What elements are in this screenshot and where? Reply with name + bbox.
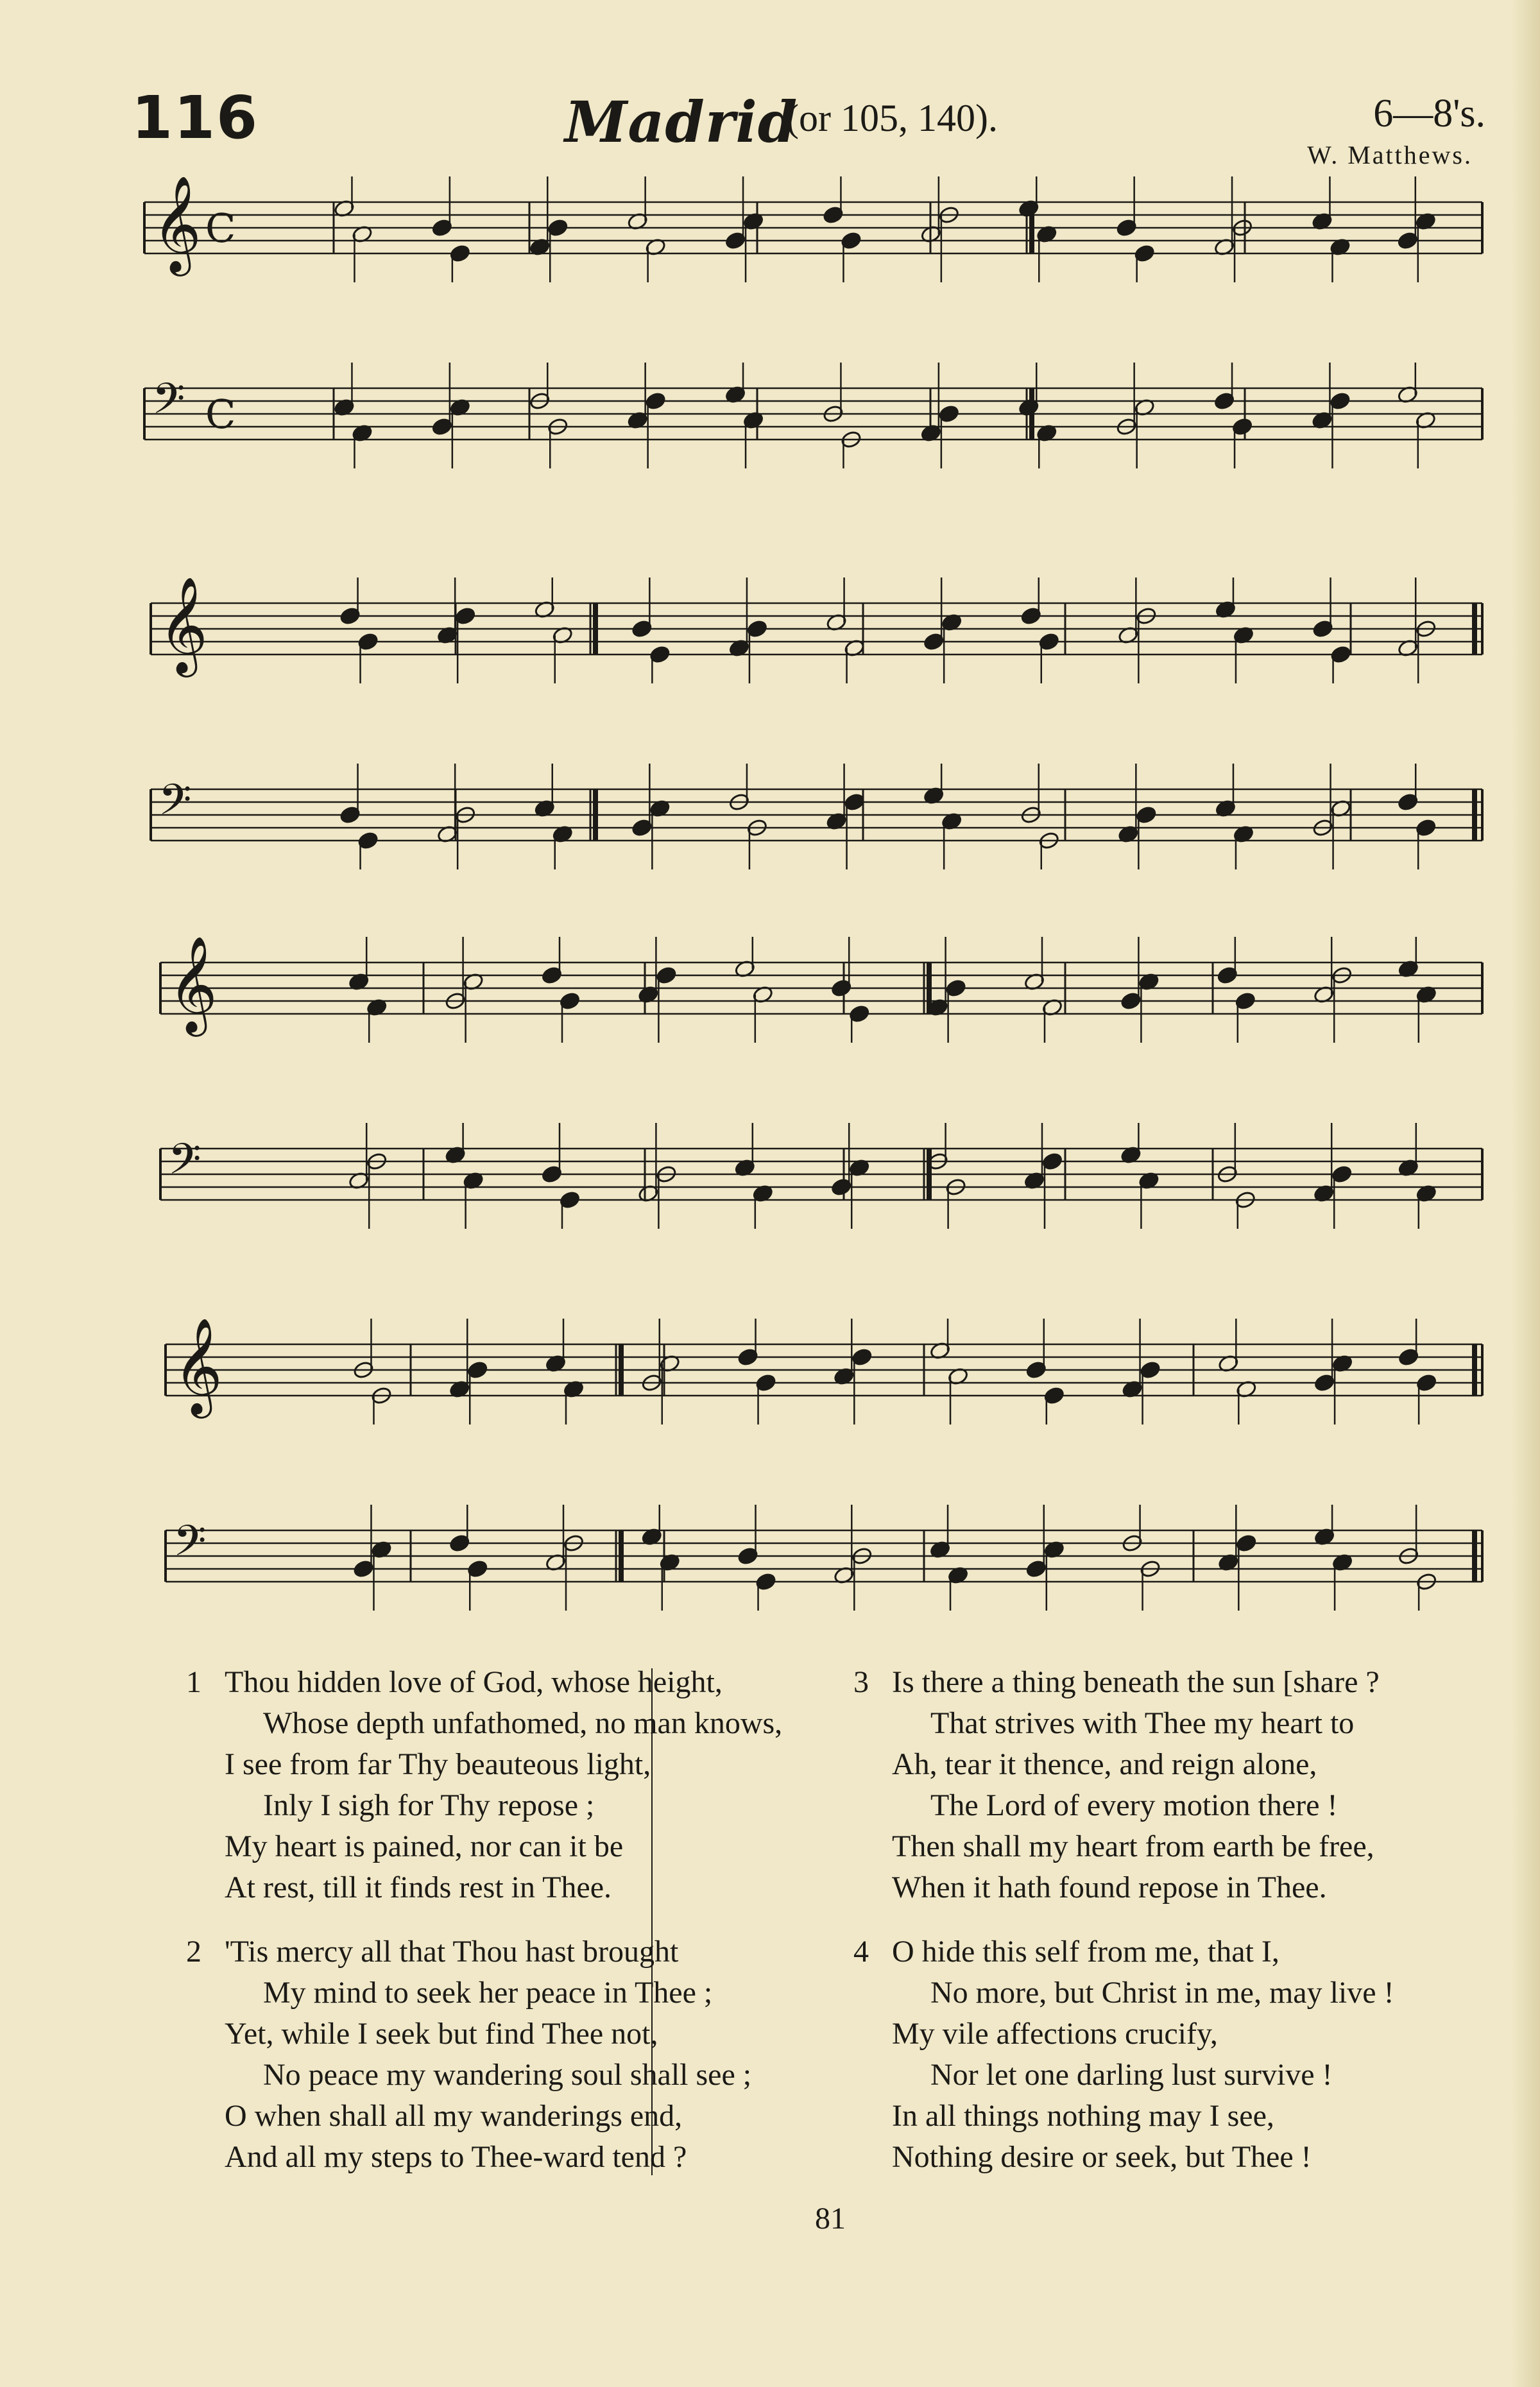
treble-clef-icon: 𝄞 <box>158 576 208 673</box>
verse-line: Then shall my heart from earth be free, <box>892 1829 1374 1863</box>
verse-line: Thou hidden love of God, whose height, <box>225 1665 723 1699</box>
verse-number: 3 <box>853 1665 869 1699</box>
verse-number: 2 <box>186 1935 201 1969</box>
verse-line: In all things nothing may I see, <box>892 2099 1274 2133</box>
verse-3 <box>853 1662 1380 1908</box>
verse-line: My mind to seek her peace in Thee ; <box>263 1976 713 2010</box>
composer: W. Matthews. <box>1307 141 1473 169</box>
verse-line: No peace my wandering soul shall see ; <box>263 2058 752 2092</box>
verses <box>186 1662 1534 2188</box>
verse-number: 1 <box>186 1665 201 1699</box>
verse-line: Is there a thing beneath the sun [share ? <box>892 1665 1380 1699</box>
tune-title: Madrid <box>565 89 798 155</box>
verse-line: That strives with Thee my heart to <box>930 1706 1355 1740</box>
verse-line: I see from far Thy beauteous light, <box>225 1747 651 1781</box>
hymn-number: 116 <box>132 83 259 152</box>
verse-line: Whose depth unfathomed, no man knows, <box>263 1706 783 1740</box>
verse-line: O when shall all my wanderings end, <box>225 2099 683 2133</box>
bass-clef-icon: 𝄢 <box>173 1516 207 1576</box>
verse-line: Yet, while I seek but find Thee not, <box>225 2017 658 2051</box>
verse-line: When it hath found repose in Thee. <box>892 1870 1327 1904</box>
tune-alternates: (or 105, 140). <box>786 97 998 139</box>
meter: 6—8's. <box>1373 92 1485 135</box>
verse-line: Ah, tear it thence, and reign alone, <box>892 1747 1317 1781</box>
bass-clef-icon: 𝄢 <box>168 1134 201 1194</box>
treble-clef-icon: 𝄞 <box>173 1317 223 1414</box>
time-signature: C <box>205 205 236 252</box>
bass-clef-icon: 𝄢 <box>158 775 192 835</box>
page-number: 81 <box>815 2202 846 2236</box>
bass-clef-icon: 𝄢 <box>152 374 185 434</box>
verse-line: 'Tis mercy all that Thou hast brought <box>225 1935 679 1969</box>
treble-clef-icon: 𝄞 <box>168 935 218 1032</box>
verse-line: My vile affections crucify, <box>892 2017 1218 2051</box>
verse-1 <box>186 1662 782 1908</box>
verse-4 <box>853 1931 1394 2178</box>
verse-line: Nor let one darling lust survive ! <box>930 2058 1333 2092</box>
verse-line: Nothing desire or seek, but Thee ! <box>892 2140 1312 2174</box>
verse-line: The Lord of every motion there ! <box>930 1788 1338 1822</box>
verse-line: No more, but Christ in me, may live ! <box>930 1976 1394 2010</box>
treble-clef-icon: 𝄞 <box>152 175 201 272</box>
verse-line: And all my steps to Thee-ward tend ? <box>225 2140 687 2174</box>
verse-2 <box>186 1931 751 2178</box>
verse-line: At rest, till it finds rest in Thee. <box>225 1870 612 1904</box>
verse-line: Inly I sigh for Thy repose ; <box>263 1788 595 1822</box>
verse-line: O hide this self from me, that I, <box>892 1935 1279 1969</box>
verse-line: My heart is pained, nor can it be <box>225 1829 624 1863</box>
time-signature: C <box>205 391 236 438</box>
verse-number: 4 <box>853 1935 869 1969</box>
